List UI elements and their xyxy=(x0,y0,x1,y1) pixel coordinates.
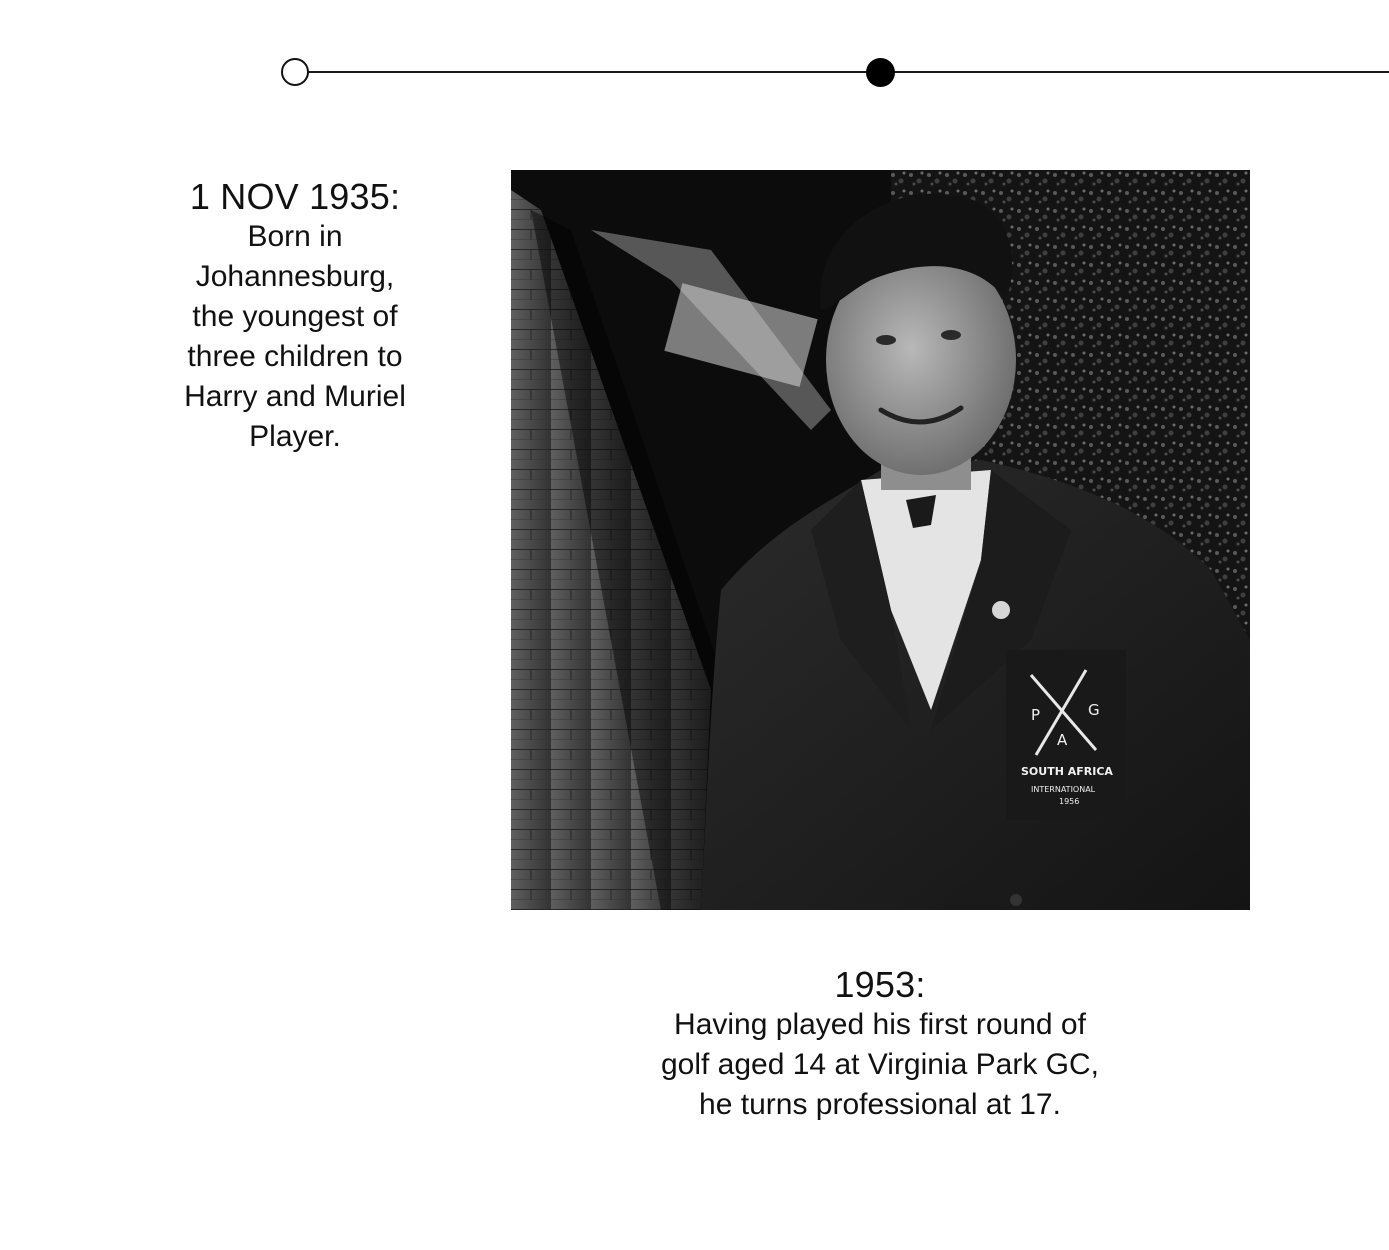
badge-line-1: SOUTH AFRICA xyxy=(1021,765,1113,778)
badge-letter-g: G xyxy=(1088,701,1100,719)
entry-text-line: the youngest of xyxy=(192,300,398,333)
pga-badge xyxy=(1006,650,1126,820)
portrait-photo xyxy=(511,170,1250,910)
entry-text-line: he turns professional at 17. xyxy=(699,1088,1061,1121)
entry-text-line: Player. xyxy=(249,420,341,453)
portrait-illustration xyxy=(511,170,1250,910)
badge-line-2: INTERNATIONAL xyxy=(1031,785,1096,794)
entry-text-line: Harry and Muriel xyxy=(184,380,406,413)
badge-letter-p: P xyxy=(1031,706,1041,724)
timeline-entry-1953 xyxy=(580,965,1180,1125)
entry-text-line: Born in xyxy=(247,220,343,253)
entry-text-line: Johannesburg, xyxy=(195,260,395,293)
timeline-entry-1935 xyxy=(140,177,450,457)
entry-date: 1 NOV 1935: xyxy=(189,176,401,217)
badge-letter-a: A xyxy=(1057,731,1068,749)
badge-line-3: 1956 xyxy=(1059,797,1080,806)
entry-date: 1953: xyxy=(834,964,926,1005)
timeline-line xyxy=(295,71,1389,73)
timeline-marker-active[interactable] xyxy=(866,58,895,87)
entry-text-line: three children to xyxy=(187,340,403,373)
entry-text-line: golf aged 14 at Virginia Park GC, xyxy=(660,1048,1100,1081)
timeline-marker-open[interactable] xyxy=(281,58,309,86)
timeline xyxy=(0,0,1389,140)
entry-text-line: Having played his first round of xyxy=(674,1008,1086,1041)
